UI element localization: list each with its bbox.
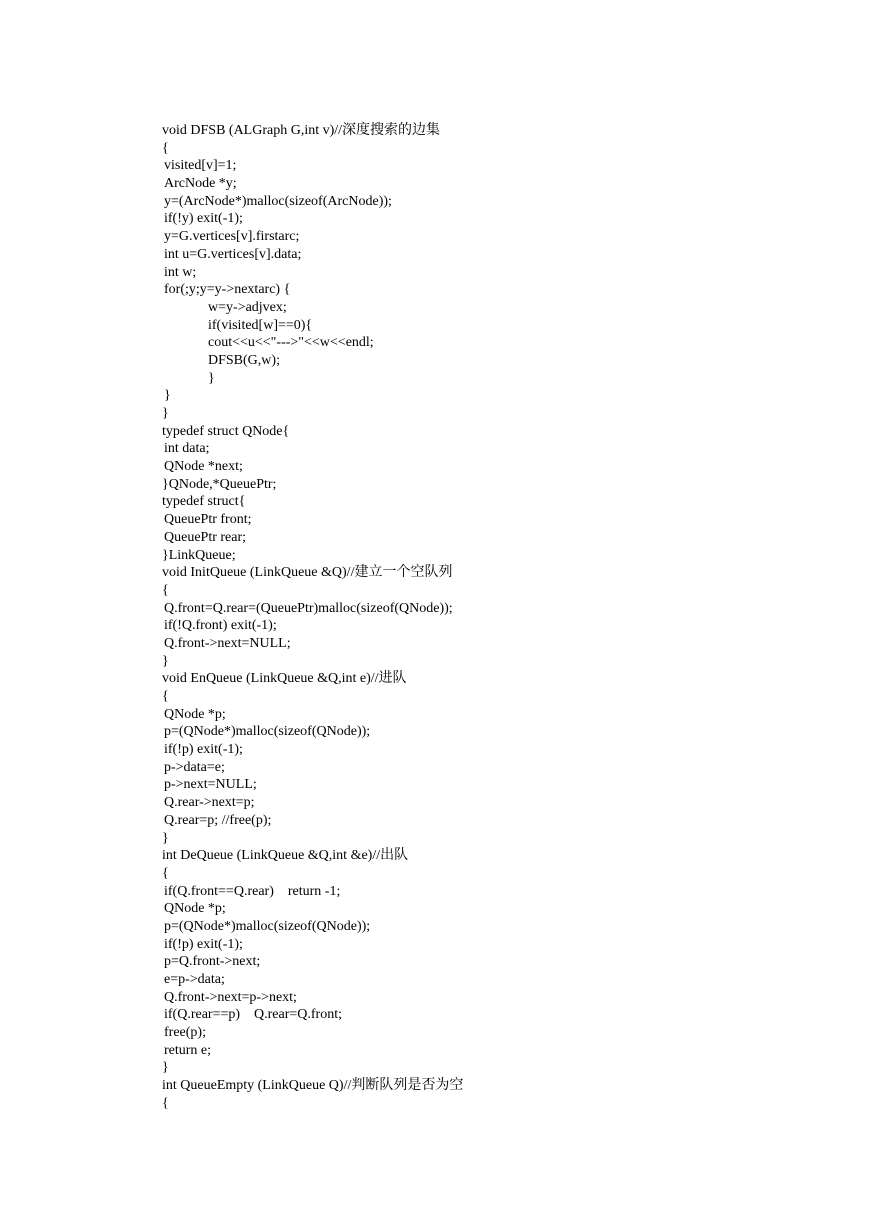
code-line: typedef struct QNode{ xyxy=(162,423,290,439)
code-line: { xyxy=(162,582,169,598)
code-line: QNode *p; xyxy=(164,706,226,722)
code-line: int u=G.vertices[v].data; xyxy=(164,246,302,262)
code-line: ArcNode *y; xyxy=(164,176,237,192)
code-line: QNode *p; xyxy=(164,901,226,917)
code-line: } xyxy=(208,370,215,386)
code-line: int QueueEmpty (LinkQueue Q)//判断队列是否为空 xyxy=(162,1078,464,1094)
code-line: Q.front->next=p->next; xyxy=(164,989,297,1005)
code-line: int w; xyxy=(164,264,197,280)
code-line: Q.rear->next=p; xyxy=(164,795,255,811)
code-line: }LinkQueue; xyxy=(162,547,236,563)
code-line: w=y->adjvex; xyxy=(208,299,287,315)
code-line: free(p); xyxy=(164,1025,206,1041)
code-line: p=Q.front->next; xyxy=(164,954,261,970)
code-line: return e; xyxy=(164,1042,212,1058)
code-line: void EnQueue (LinkQueue &Q,int e)//进队 xyxy=(162,671,407,687)
code-line: Q.rear=p; //free(p); xyxy=(164,812,272,828)
code-line: }QNode,*QueuePtr; xyxy=(162,476,277,492)
code-line: if(!Q.front) exit(-1); xyxy=(164,618,277,634)
code-line: visited[v]=1; xyxy=(164,158,237,174)
code-line: if(!p) exit(-1); xyxy=(164,936,243,952)
code-line: p->data=e; xyxy=(164,759,225,775)
code-line: if(Q.rear==p) Q.rear=Q.front; xyxy=(164,1007,343,1023)
code-line: if(Q.front==Q.rear) return -1; xyxy=(164,883,341,899)
code-line: { xyxy=(162,689,169,704)
code-line: void InitQueue (LinkQueue &Q)//建立一个空队列 xyxy=(162,565,453,581)
code-line: { xyxy=(162,1095,169,1111)
code-line: int data; xyxy=(164,441,210,457)
code-line: y=(ArcNode*)malloc(sizeof(ArcNode)); xyxy=(164,193,392,209)
code-line: { xyxy=(162,865,169,881)
code-line: if(!p) exit(-1); xyxy=(164,742,243,758)
code-line: int DeQueue (LinkQueue &Q,int &e)//出队 xyxy=(162,848,409,864)
code-line: if(!y) exit(-1); xyxy=(164,211,243,227)
code-line: { xyxy=(162,140,169,156)
code-line: typedef struct{ xyxy=(162,494,246,510)
code-line: p=(QNode*)malloc(sizeof(QNode)); xyxy=(164,918,371,934)
code-line: void DFSB (ALGraph G,int v)//深度搜索的边集 xyxy=(162,123,441,138)
code-line: p=(QNode*)malloc(sizeof(QNode)); xyxy=(164,724,371,740)
code-line: p->next=NULL; xyxy=(164,777,257,793)
code-line: } xyxy=(162,830,169,846)
code-line: y=G.vertices[v].firstarc; xyxy=(164,229,300,245)
code-line: } xyxy=(162,1060,169,1076)
code-line: Q.front=Q.rear=(QueuePtr)malloc(sizeof(QNode)); xyxy=(164,600,453,616)
code-line: } xyxy=(164,388,171,404)
code-line: QueuePtr front; xyxy=(164,512,252,528)
code-line: DFSB(G,w); xyxy=(208,352,280,368)
code-line: Q.front->next=NULL; xyxy=(164,635,291,651)
code-line: } xyxy=(162,653,169,669)
code-line: } xyxy=(162,406,169,421)
code-line: QueuePtr rear; xyxy=(164,529,247,545)
code-line: if(visited[w]==0){ xyxy=(208,317,313,333)
code-listing xyxy=(162,122,463,1113)
code-line: for(;y;y=y->nextarc) { xyxy=(164,282,291,298)
code-line: cout<<u<<"--->"<<w<<endl; xyxy=(208,335,374,351)
code-line: QNode *next; xyxy=(164,459,243,475)
code-line: e=p->data; xyxy=(164,972,225,987)
